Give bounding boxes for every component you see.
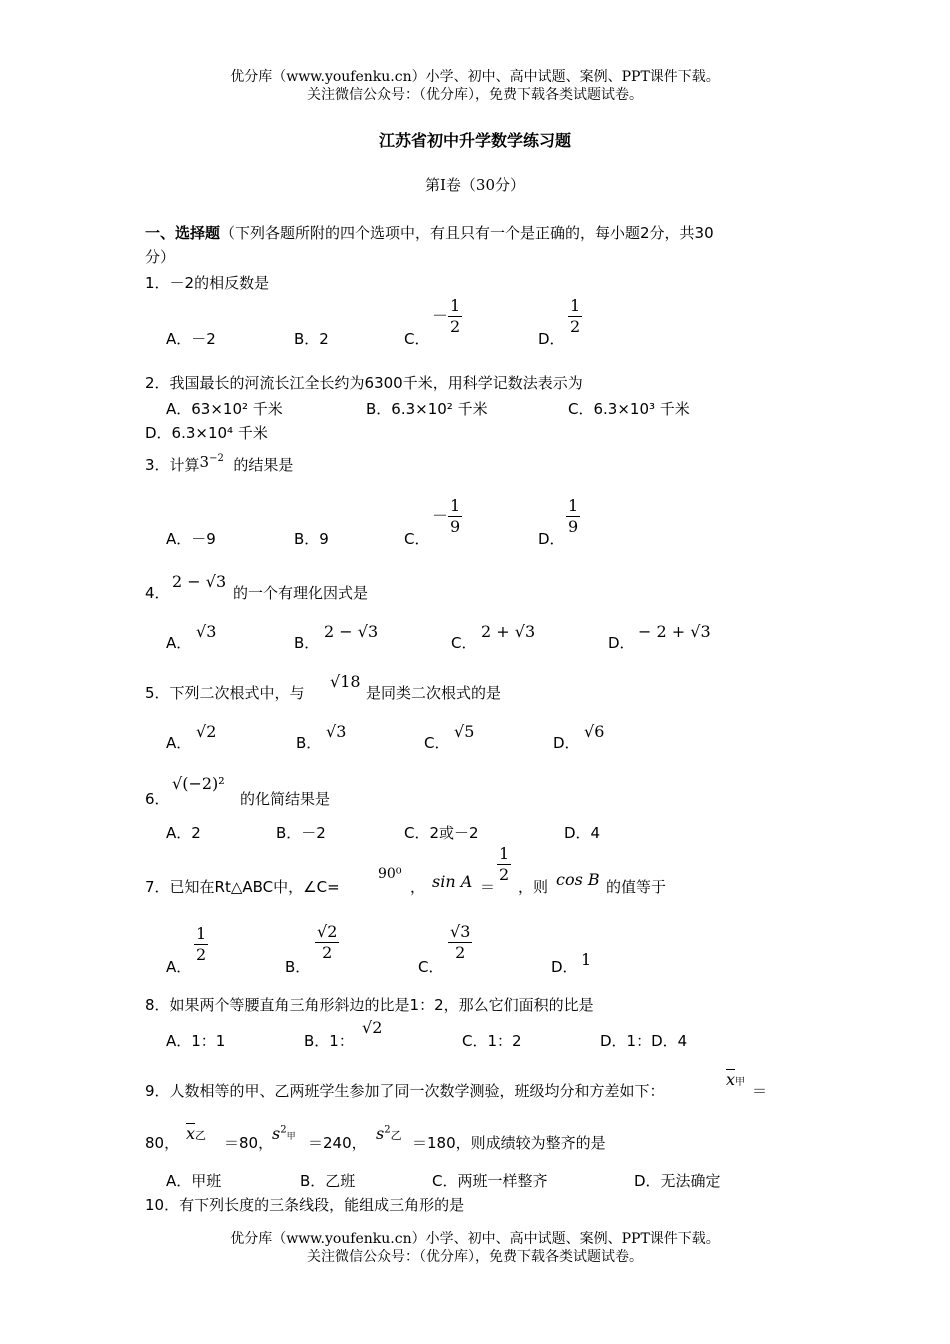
- q3-stem-b: 的结果是: [233, 456, 294, 474]
- q5-a-expr: √2: [196, 722, 217, 741]
- q7-fraction: [497, 844, 511, 885]
- q9-option-a: A．甲班: [166, 1172, 222, 1190]
- q1-option-c: C．: [404, 330, 430, 348]
- q7-c-num: √3: [450, 922, 471, 941]
- q9-xjia-sub: 甲: [735, 1077, 746, 1088]
- q5-option-c: C．: [424, 734, 450, 752]
- q7-c-fraction: [448, 922, 472, 963]
- q4-option-b: B．: [294, 634, 320, 652]
- q9-syi-sq: 2: [384, 1124, 391, 1136]
- q7-frac-num: 1: [499, 844, 510, 863]
- q7-eq: ＝: [480, 878, 496, 896]
- q3-option-d: D．: [538, 530, 565, 548]
- q9-syi-sub: 乙: [390, 1129, 402, 1142]
- q1-d-den: 2: [570, 317, 581, 336]
- q9-stem-1: 9．人数相等的甲、乙两班学生参加了同一次数学测验，班级均分和方差如下：: [145, 1082, 665, 1100]
- q5-option-d: D．: [553, 734, 580, 752]
- q7-a-num: 1: [196, 924, 207, 943]
- header-line-1: 优分库（www.youfenku.cn）小学、初中、高中试题、案例、PPT课件下载。: [230, 69, 720, 85]
- q9-val-syi: ＝180，则成绩较为整齐的是: [412, 1134, 606, 1152]
- q7-b-den: 2: [322, 943, 333, 962]
- q8-b-expr: √2: [362, 1018, 383, 1037]
- q4-stem-b: 的一个有理化因式是: [233, 584, 369, 602]
- q9-val-sjia: ＝240，: [308, 1134, 367, 1152]
- q9-option-c: C．两班一样整齐: [432, 1172, 548, 1190]
- q7-stem-c: 的值等于: [606, 878, 667, 896]
- q3-expr: [200, 453, 224, 471]
- q8-option-a: A．1：1: [166, 1032, 226, 1050]
- q9-option-d: D．无法确定: [634, 1172, 721, 1190]
- q4-option-a: A．: [166, 634, 192, 652]
- q3-c-fraction: [432, 496, 462, 537]
- q1-d-num: 1: [570, 296, 581, 315]
- header-line-2: 关注微信公众号：（优分库），免费下载各类试题试卷。: [307, 87, 643, 103]
- q9-sjia: [272, 1124, 296, 1143]
- q7-cosb: cos B: [556, 870, 600, 889]
- q4-option-c: C．: [451, 634, 477, 652]
- q6-stem-b: 的化简结果是: [240, 790, 331, 808]
- q1-c-den: 2: [450, 317, 461, 336]
- q5-option-a: A．: [166, 734, 192, 752]
- q7-c-den: 2: [455, 943, 466, 962]
- footer-line-1: 优分库（www.youfenku.cn）小学、初中、高中试题、案例、PPT课件下载。: [230, 1231, 720, 1247]
- q3-c-minus: －: [432, 506, 449, 525]
- q7-a-den: 2: [196, 945, 207, 964]
- q5-option-b: B．: [296, 734, 322, 752]
- section-head: 一、选择题: [145, 224, 221, 242]
- q8-option-b: B．1：: [304, 1032, 354, 1050]
- section-desc-1: （下列各题所附的四个选项中，有且只有一个是正确的，每小题2分，共30: [220, 224, 714, 242]
- q7-option-d: D．: [551, 958, 578, 976]
- q7-comma: ，: [410, 878, 426, 896]
- q7-b-num: √2: [317, 922, 338, 941]
- q6-option-a: A．2: [166, 824, 201, 842]
- q2-option-a: A．63×10² 千米: [166, 400, 283, 418]
- q3-d-fraction: [566, 496, 580, 537]
- section-desc-2: 分）: [145, 248, 176, 266]
- q4-stem-a: 4．: [145, 584, 170, 602]
- q8-stem: 8．如果两个等腰直角三角形斜边的比是1：2，那么它们面积的比是: [145, 996, 594, 1014]
- q1-d-fraction: [568, 296, 582, 337]
- q5-c-expr: √5: [454, 722, 475, 741]
- q3-option-c: C．: [404, 530, 430, 548]
- q2-option-b: B．6.3×10² 千米: [366, 400, 488, 418]
- q6-option-c: C．2或－2: [404, 824, 479, 842]
- q1-c-num: 1: [450, 296, 461, 315]
- q5-d-expr: √6: [584, 722, 605, 741]
- section-heading: [145, 222, 714, 243]
- q5-stem-a: 5．下列二次根式中，与: [145, 684, 305, 702]
- part-title: 第Ⅰ卷（30分）: [424, 176, 525, 194]
- q7-option-c: C．: [418, 958, 444, 976]
- q4-d-expr: − 2 + √3: [638, 622, 711, 641]
- q3-c-num: 1: [450, 496, 461, 515]
- q7-sina: sin A: [432, 872, 473, 891]
- q7-d-val: 1: [581, 950, 592, 969]
- q3-expr-base: 3: [199, 453, 210, 471]
- page-title: 江苏省初中升学数学练习题: [378, 131, 571, 150]
- q7-deg: 90⁰: [378, 866, 402, 882]
- q7-a-fraction: [194, 924, 208, 965]
- q2-option-c: C．6.3×10³ 千米: [568, 400, 690, 418]
- q1-stem: 1．－2的相反数是: [145, 274, 270, 292]
- q9-syi-s: s: [376, 1124, 385, 1143]
- q4-a-expr: √3: [196, 622, 217, 641]
- q8-d-val: D．4: [651, 1032, 688, 1050]
- footer-line-2: 关注微信公众号：（优分库），免费下载各类试题试卷。: [307, 1249, 643, 1265]
- q7-option-b: B．: [285, 958, 311, 976]
- q9-sjia-sub: 甲: [286, 1132, 296, 1142]
- q7-frac-den: 2: [499, 865, 510, 884]
- q5-expr: √18: [330, 672, 361, 691]
- q9-xyi-x: $\overline{x}$: [186, 1124, 196, 1143]
- q3-d-num: 1: [568, 496, 579, 515]
- q1-c-minus: －: [432, 306, 449, 325]
- q3-option-a: A．－9: [166, 530, 216, 548]
- q7-b-fraction: [315, 922, 339, 963]
- q1-c-fraction: [432, 296, 462, 337]
- q9-syi: [376, 1124, 402, 1143]
- q2-option-d: D．6.3×10⁴ 千米: [145, 424, 268, 442]
- q10-stem: 10．有下列长度的三条线段，能组成三角形的是: [145, 1196, 465, 1214]
- q3-stem-a: 3．计算: [145, 456, 200, 474]
- q1-option-b: B．2: [294, 330, 329, 348]
- q3-option-b: B．9: [294, 530, 329, 548]
- q3-c-den: 9: [450, 517, 461, 536]
- q8-option-c: C．1：2: [462, 1032, 522, 1050]
- q8-option-d: D．1：D．4: [600, 1032, 688, 1050]
- q4-b-expr: 2 − √3: [324, 622, 379, 641]
- q3-expr-exp: −2: [209, 453, 224, 464]
- q4-option-d: D．: [608, 634, 635, 652]
- q1-option-a: A．－2: [166, 330, 216, 348]
- q9-eq1: ＝: [752, 1082, 768, 1100]
- q9-val-80: 80，: [145, 1134, 180, 1152]
- q7-stem-a: 7．已知在Rt△ABC中，∠C=: [145, 878, 340, 896]
- q9-xyi: [186, 1124, 206, 1143]
- q9-sjia-sq: 2: [280, 1124, 287, 1136]
- q5-b-expr: √3: [326, 722, 347, 741]
- q9-xjia: [726, 1070, 745, 1089]
- q6-expr: √(−2)²: [172, 774, 225, 793]
- q2-stem: 2．我国最长的河流长江全长约为6300千米，用科学记数法表示为: [145, 374, 583, 392]
- q6-option-b: B．－2: [276, 824, 326, 842]
- q4-expr: 2 − √3: [172, 572, 227, 591]
- q9-val-xyi: ＝80，: [224, 1134, 274, 1152]
- q1-option-d: D．: [538, 330, 565, 348]
- q7-stem-b: ，则: [518, 878, 549, 896]
- q9-sjia-s: s: [272, 1124, 281, 1143]
- q9-option-b: B．乙班: [300, 1172, 356, 1190]
- q3-stem: [145, 454, 293, 475]
- q6-option-d: D．4: [564, 824, 601, 842]
- q6-stem-a: 6．: [145, 790, 170, 808]
- q3-d-den: 9: [568, 517, 579, 536]
- q9-xyi-sub: 乙: [195, 1129, 207, 1142]
- q5-stem-b: 是同类二次根式的是: [366, 684, 502, 702]
- q7-option-a: A．: [166, 958, 192, 976]
- q4-c-expr: 2 + √3: [481, 622, 536, 641]
- q9-xjia-x: $\overline{x}$: [726, 1070, 736, 1089]
